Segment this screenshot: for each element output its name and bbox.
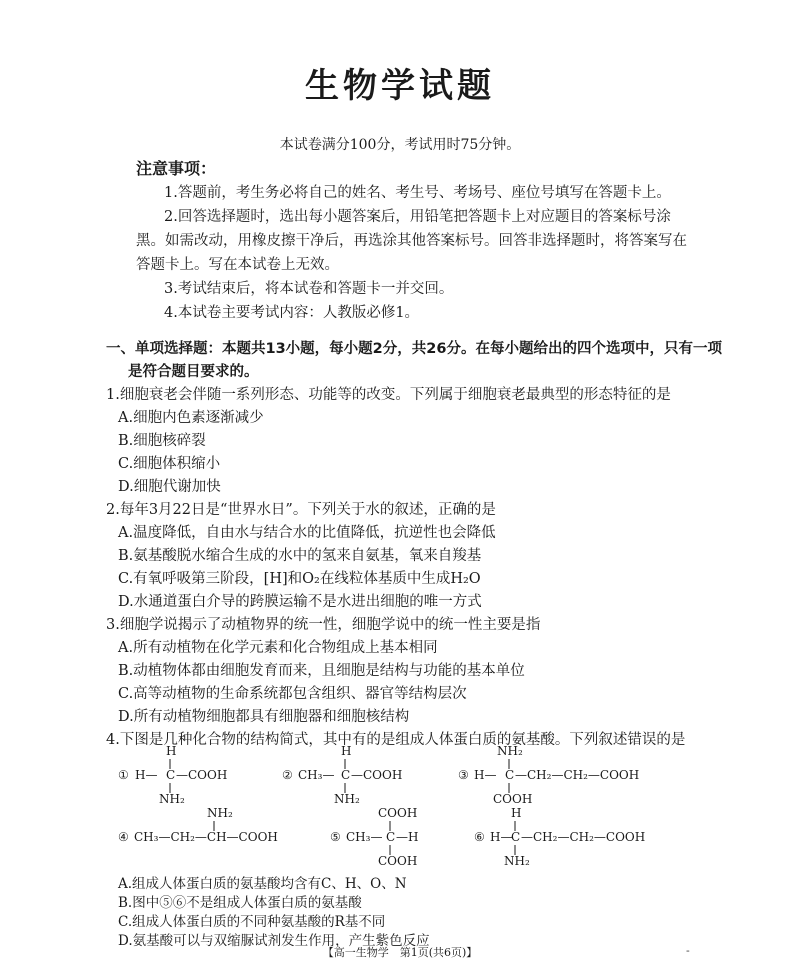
- formula-2-top: H: [341, 744, 352, 758]
- formula-1-top: H: [166, 744, 177, 758]
- notice-line-2: 2.回答选择题时，选出每小题答案后，用铅笔把答题卡上对应题目的答案标号涂: [164, 209, 671, 225]
- formula-6-bottom: NH₂: [504, 854, 530, 868]
- formula-3-right: —CH₂—CH₂—COOH: [515, 768, 640, 782]
- section-heading-cont: 是符合题目要求的。: [128, 364, 259, 380]
- q3-option-d: D.所有动植物细胞都具有细胞器和细胞核结构: [118, 709, 410, 725]
- q3-option-a: A.所有动植物在化学元素和化合物组成上基本相同: [118, 640, 438, 656]
- notice-line-4: 答题卡上。写在本试卷上无效。: [136, 257, 339, 273]
- formula-2-left: CH₃—: [298, 768, 335, 782]
- formula-3-left: H—: [474, 768, 497, 782]
- formula-1-bottom: NH₂: [159, 792, 185, 806]
- exam-info: 本试卷满分100分，考试用时75分钟。: [279, 137, 521, 153]
- q2-option-d: D.水通道蛋白介导的跨膜运输不是水进出细胞的唯一方式: [118, 594, 482, 610]
- formula-2-number: ②: [282, 768, 293, 782]
- formula-1-center: C: [166, 768, 176, 782]
- formula-2-center: C: [341, 768, 351, 782]
- notice-line-5: 3.考试结束后，将本试卷和答题卡一并交回。: [164, 281, 454, 297]
- q1-option-a: A.细胞内色素逐渐减少: [118, 410, 264, 426]
- q2-option-c: C.有氧呼吸第三阶段，[H]和O₂在线粒体基质中生成H₂O: [118, 571, 481, 587]
- q1-option-b: B.细胞核碎裂: [118, 433, 206, 449]
- notice-line-1: 1.答题前，考生务必将自己的姓名、考生号、考场号、座位号填写在答题卡上。: [164, 185, 671, 201]
- formula-2-bottom: NH₂: [334, 792, 360, 806]
- formula-5-center: C: [386, 830, 396, 844]
- formula-4-top: NH₂: [207, 806, 233, 820]
- q3-option-c: C.高等动植物的生命系统都包含组织、器官等结构层次: [118, 686, 467, 702]
- q2-stem: 2.每年3月22日是“世界水日”。下列关于水的叙述，正确的是: [106, 502, 496, 518]
- q4-option-c: C.组成人体蛋白质的不同种氨基酸的R基不同: [118, 914, 386, 930]
- formula-6-top: H: [511, 806, 522, 820]
- formula-3-center: C: [505, 768, 515, 782]
- formula-2-right: —COOH: [351, 768, 403, 782]
- q4-option-b: B.图中⑤⑥不是组成人体蛋白质的氨基酸: [118, 895, 362, 911]
- q2-option-b: B.氨基酸脱水缩合生成的水中的氢来自氨基，氧来自羧基: [118, 548, 482, 564]
- q1-option-c: C.细胞体积缩小: [118, 456, 221, 472]
- section-heading: 一、单项选择题：本题共13小题，每小题2分，共26分。在每小题给出的四个选项中，只有一项: [106, 341, 722, 357]
- q2-option-a: A.温度降低，自由水与结合水的比值降低，抗逆性也会降低: [118, 525, 496, 541]
- q4-option-d: D.氨基酸可以与双缩脲试剂发生作用，产生紫色反应: [118, 933, 430, 949]
- formula-1-number: ①: [118, 768, 129, 782]
- q4-option-a: A.组成人体蛋白质的氨基酸均含有C、H、O、N: [118, 876, 407, 892]
- page-footer: 【高一生物学 第1页(共6页)】: [322, 946, 478, 959]
- formula-1-right: —COOH: [176, 768, 228, 782]
- formula-6-center: C: [511, 830, 521, 844]
- formula-1-left: H—: [135, 768, 158, 782]
- page-title: 生物学试题: [305, 66, 495, 106]
- formula-5-bottom: COOH: [378, 854, 418, 868]
- q3-stem: 3.细胞学说揭示了动植物界的统一性，细胞学说中的统一性主要是指: [106, 617, 541, 633]
- notice-heading: 注意事项：: [136, 159, 217, 178]
- formula-6-left: H—: [490, 830, 513, 844]
- q1-stem: 1.细胞衰老会伴随一系列形态、功能等的改变。下列属于细胞衰老最典型的形态特征的是: [106, 387, 671, 403]
- q3-option-b: B.动植物体都由细胞发育而来，且细胞是结构与功能的基本单位: [118, 663, 525, 679]
- formula-3-bottom: COOH: [493, 792, 533, 806]
- formula-4-main: CH₃—CH₂—CH—COOH: [134, 830, 278, 844]
- formula-5-right: —H: [396, 830, 419, 844]
- formula-6-right: —CH₂—CH₂—COOH: [521, 830, 646, 844]
- formula-5-left: CH₃—: [346, 830, 383, 844]
- formula-3-number: ③: [458, 768, 469, 782]
- q1-option-d: D.细胞代谢加快: [118, 479, 221, 495]
- formula-3-top: NH₂: [497, 744, 523, 758]
- notice-line-6: 4.本试卷主要考试内容：人教版必修1。: [164, 305, 420, 321]
- formula-6-number: ⑥: [474, 830, 485, 844]
- notice-line-3: 黑。如需改动，用橡皮擦干净后，再选涂其他答案标号。回答非选择题时，将答案写在: [136, 233, 687, 249]
- q4-stem: 4.下图是几种化合物的结构简式，其中有的是组成人体蛋白质的氨基酸。下列叙述错误的是: [106, 732, 686, 748]
- formula-4-number: ④: [118, 830, 129, 844]
- corner-mark: -: [686, 944, 690, 957]
- formula-5-number: ⑤: [330, 830, 341, 844]
- formula-5-top: COOH: [378, 806, 418, 820]
